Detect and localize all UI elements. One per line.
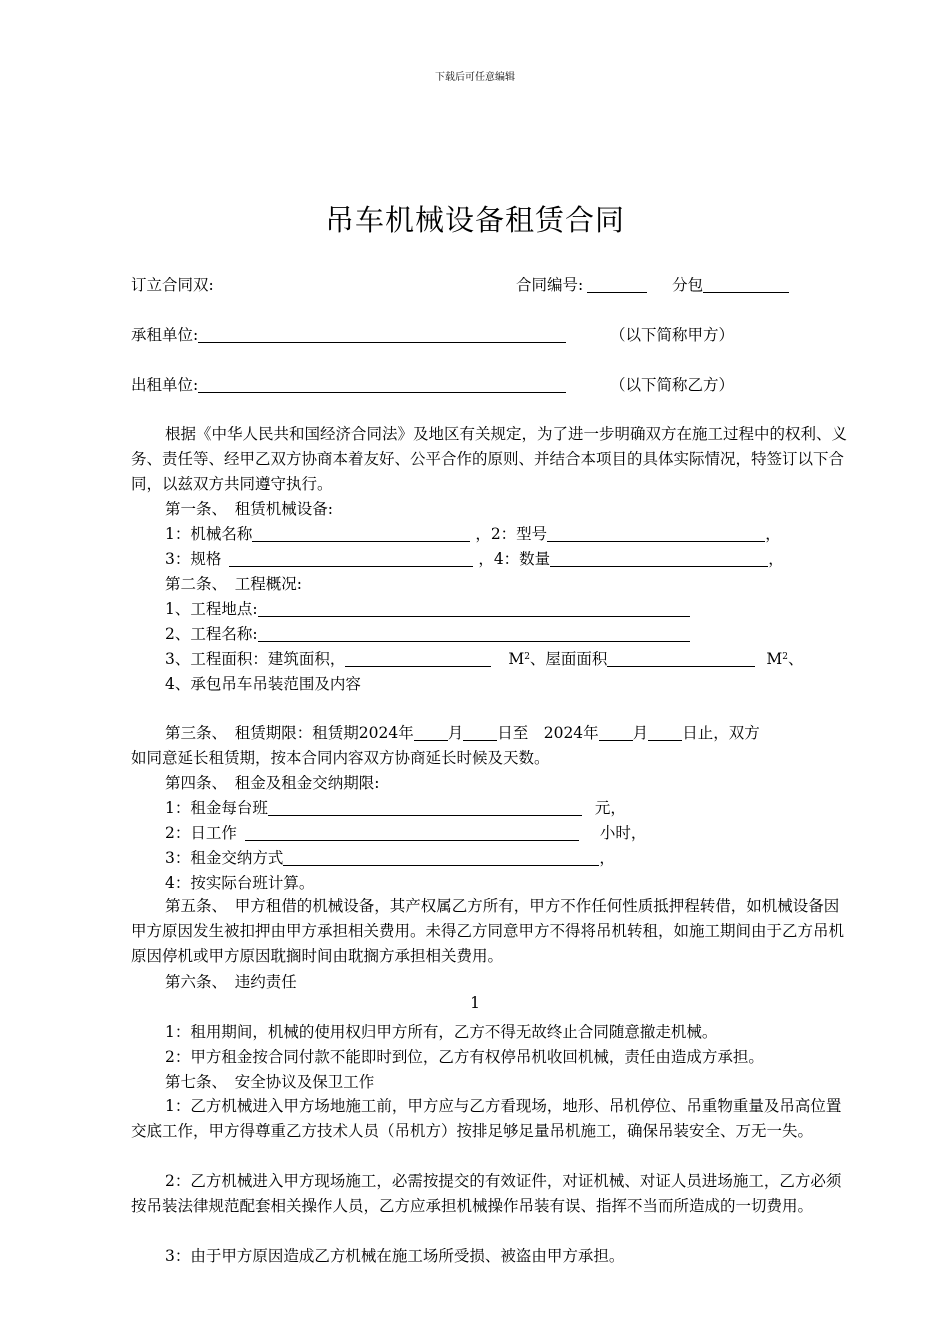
article-1-row-1: [165, 522, 781, 544]
document-title: 吊车机械设备租赁合同: [324, 203, 625, 237]
site-blank: [258, 601, 690, 617]
comma: ，: [599, 849, 615, 867]
unit-sq: 2: [782, 652, 788, 662]
start-day-blank: [463, 725, 497, 741]
lessor-row: [131, 373, 566, 395]
rent-per-shift-row: [165, 796, 626, 818]
comma: ，: [765, 525, 781, 543]
payment-method-label: 3：租金交纳方式: [165, 849, 284, 867]
roof-area-blank: [607, 651, 755, 667]
building-area-blank: [345, 651, 491, 667]
quantity-blank: [550, 551, 768, 567]
machine-name-blank: [252, 526, 470, 542]
comma: ，: [768, 550, 784, 568]
site-label: 1、工程地点:: [165, 600, 258, 618]
site-row: [165, 597, 690, 619]
article-6-item-1: 1：租用期间，机械的使用权归甲方所有，乙方不得无故终止合同随意撤走机械。: [165, 1023, 718, 1041]
model-label: ，2：型号: [475, 525, 548, 543]
article-1-row-2: [165, 547, 784, 569]
article-7-item-2: 2：乙方机械进入甲方现场施工，必需按提交的有效证件，对证机械、对证人员进场施工，乙方必须按吊装法律规范配套相关操作人员，乙方应承担机械操作吊装有误、指挥不当而所造成的一切费用。: [131, 1172, 842, 1215]
lessee-row: [131, 323, 566, 345]
lessor-alias: （以下简称乙方）: [610, 376, 735, 394]
daily-work-row: [165, 821, 646, 843]
contract-no-field: [516, 273, 789, 295]
article-2-heading: 第二条、 工程概况:: [165, 575, 302, 593]
project-name-row: [165, 622, 690, 644]
article-3-line-1: [165, 721, 760, 743]
article-1-heading: 第一条、 租赁机械设备:: [165, 500, 333, 518]
roof-area-label: 、屋面面积: [529, 650, 608, 668]
lease-end-tail: 日止，双方: [682, 724, 760, 742]
article-6-item-2: 2：甲方租金按合同付款不能即时到位，乙方有权停吊机收回机械，责任由造成方承担。: [165, 1048, 764, 1066]
lease-end-label: 日至 2024年: [497, 724, 599, 742]
lease-start-label: 第三条、 租赁期限：租赁期2024年: [165, 724, 414, 742]
area-row: [165, 647, 804, 669]
lessee-blank: [198, 327, 566, 343]
spec-blank: [229, 551, 473, 567]
article-3-line-2: 如同意延长租赁期，按本合同内容双方协商延长时候及天数。: [131, 749, 550, 767]
page-number: 1: [470, 994, 480, 1012]
contract-party-label: 订立合同双:: [131, 276, 214, 294]
lessee-alias: （以下简称甲方）: [610, 326, 735, 344]
end-day-blank: [648, 725, 682, 741]
article-5: 第五条、 甲方租借的机械设备，其产权属乙方所有，甲方不作任何性质抵押程转借，如机械设备因甲方原因发生被扣押由甲方承担相关费用。未得乙方同意甲方不得将吊机转租，如施工期间由于乙方吊机原因停机或甲方原因耽搁时间由耽搁方承担相关费用。: [131, 897, 845, 965]
payment-method-row: [165, 846, 615, 868]
subpackage-label: 分包: [672, 276, 704, 294]
month-label: 月: [447, 724, 464, 742]
spec-label: 3：规格: [165, 550, 222, 568]
subpackage-blank: [703, 277, 789, 293]
start-month-blank: [414, 725, 448, 741]
end-month-blank: [599, 725, 633, 741]
daily-work-blank: [245, 825, 579, 841]
unit-m: M: [508, 650, 525, 668]
article-7-item-1: 1：乙方机械进入甲方场地施工前，甲方应与乙方看现场，地形、吊机停位、吊重物重量及吊高位置交底工作，甲方得尊重乙方技术人员（吊机方）按排足够足量吊机施工，确保吊装安全、万无一失。: [131, 1097, 842, 1140]
unit-sq: 2: [524, 652, 530, 662]
rent-unit: 元，: [594, 799, 626, 817]
shift-calc-row: 4：按实际台班计算。: [165, 874, 315, 892]
unit-m: M: [766, 650, 783, 668]
contract-no-label: 合同编号:: [516, 276, 584, 294]
article-7-heading: 第七条、 安全协议及保卫工作: [165, 1073, 375, 1091]
contract-no-blank: [587, 277, 647, 293]
month-label: 月: [632, 724, 649, 742]
header-note: 下载后可任意编辑: [435, 72, 515, 83]
project-name-blank: [258, 626, 690, 642]
rent-per-shift-blank: [268, 800, 582, 816]
article-4-heading: 第四条、 租金及租金交纳期限:: [165, 774, 380, 792]
lessor-blank: [198, 377, 566, 393]
model-blank: [547, 526, 765, 542]
lessor-label: 出租单位:: [131, 376, 199, 394]
hours-unit: 小时，: [599, 824, 647, 842]
rent-per-shift-label: 1：租金每台班: [165, 799, 268, 817]
machine-name-label: 1：机械名称: [165, 525, 253, 543]
scope-row: 4、承包吊车吊装范围及内容: [165, 675, 361, 693]
article-6-heading: 第六条、 违约责任: [165, 973, 297, 991]
preamble: 根据《中华人民共和国经济合同法》及地区有关规定，为了进一步明确双方在施工过程中的权利、义务、责任等、经甲乙双方协商本着友好、公平合作的原则、并结合本项目的具体实际情况，特签订以下合同，以兹双方共同遵守执行。: [131, 425, 848, 493]
daily-work-label: 2：日工作: [165, 824, 237, 842]
payment-method-blank: [283, 850, 599, 866]
area-label: 3、工程面积：建筑面积，: [165, 650, 346, 668]
lessee-label: 承租单位:: [131, 326, 199, 344]
article-7-item-3: 3：由于甲方原因造成乙方机械在施工场所受损、被盗由甲方承担。: [165, 1247, 625, 1265]
separator: 、: [787, 650, 804, 668]
project-name-label: 2、工程名称:: [165, 625, 258, 643]
quantity-label: ，4：数量: [478, 550, 551, 568]
